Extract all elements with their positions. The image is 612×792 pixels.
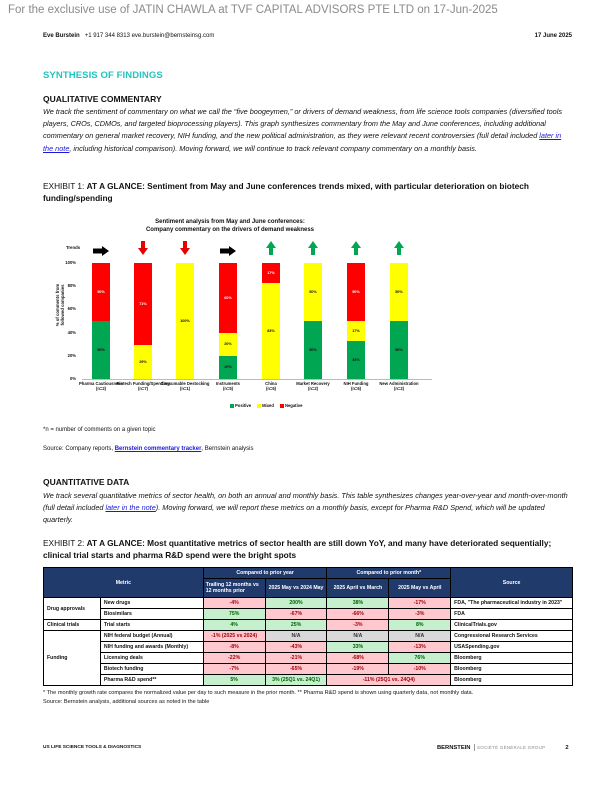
page-number: 2: [565, 744, 569, 751]
ttm-value: 75%: [203, 609, 265, 620]
table-row: [44, 675, 573, 686]
legend-mixed: Mixed: [257, 403, 274, 408]
metric-name: Pharma R&D spend**: [100, 675, 203, 686]
bar-segment-mixed: 17%: [347, 321, 365, 341]
trend-down-arrow-icon: [180, 241, 190, 260]
metric-name: NIH funding and awards (Monthly): [100, 642, 203, 653]
author-name: Eve Burstein: [43, 33, 80, 39]
category-label: Market Recovery (n=2): [296, 381, 330, 392]
header-metric: Metric: [44, 568, 204, 598]
sg-group-label: SOCIÉTÉ GÉNÉRALE GROUP: [477, 745, 546, 750]
category-label: China (n=6): [265, 381, 277, 392]
bar-segment-negative: 71%: [134, 263, 152, 345]
may-yoy-value: -65%: [265, 664, 327, 675]
ttm-value: -8%: [203, 642, 265, 653]
y-tick-label: 0%: [69, 376, 76, 381]
bar-segment-negative: 60%: [219, 263, 237, 333]
trend-flat-arrow-icon: [93, 243, 109, 261]
source-value: USASpending.gov: [451, 642, 573, 653]
metrics-table: [43, 567, 573, 686]
footer-brand: [437, 744, 569, 751]
bar-segment-mixed: 20%: [219, 333, 237, 356]
header-source: Source: [451, 568, 573, 598]
group-clinical-trials: Clinical trials: [44, 620, 101, 631]
bar-segment-mixed: 100%: [176, 263, 194, 379]
may-yoy-value: -67%: [265, 609, 327, 620]
metric-name: Biotech funding: [100, 664, 203, 675]
apr-mar-value: 33%: [327, 642, 389, 653]
quantitative-paragraph: We track several quantitative metrics of sector health, on both an annual and monthly basis. This table synthesizes changes year-over-year and month-over-month (full detail included later in the note). Moving forward, we will report these metrics on a monthly basis, except for Pharma R&D Spend, which will be updated quarterly.: [43, 491, 568, 525]
chart-legend: [230, 403, 302, 408]
metric-name: New drugs: [100, 598, 203, 609]
report-date: 17 June 2025: [534, 33, 572, 39]
y-tick-label: 20%: [67, 352, 76, 358]
header-ttm: Trailing 12 months vs 12 months prior: [203, 579, 265, 598]
y-tick-label: 40%: [67, 329, 76, 335]
source-value: FDA, "The pharmaceutical industry in 2023": [451, 598, 573, 609]
metric-name: Trial starts: [100, 620, 203, 631]
source-value: Bloomberg: [451, 664, 573, 675]
may-yoy-value: 25%: [265, 620, 327, 631]
may-apr-value: -13%: [389, 642, 451, 653]
may-apr-value: N/A: [389, 631, 451, 642]
commentary-tracker-link[interactable]: Bernstein commentary tracker: [114, 446, 202, 452]
metric-name: NIH federal budget (Annual): [100, 631, 203, 642]
source-value: FDA: [451, 609, 573, 620]
may-yoy-value: -43%: [265, 642, 327, 653]
ttm-value: -4%: [203, 598, 265, 609]
source-value: Congressional Research Services: [451, 631, 573, 642]
trends-label: Trends: [66, 245, 81, 250]
bar-segment-mixed: 50%: [390, 263, 408, 321]
trend-up-arrow-icon: [308, 241, 318, 260]
source-value: Bloomberg: [451, 653, 573, 664]
category-label: New Administration (n=2): [379, 381, 419, 392]
group-drug-approvals: Drug approvals: [44, 598, 101, 620]
y-tick-label: 80%: [67, 283, 76, 289]
may-yoy-value: 3% (25Q1 vs. 24Q1): [265, 675, 327, 686]
y-tick-label: 60%: [67, 306, 76, 312]
header-apr-mar: 2025 April vs March: [327, 579, 389, 598]
bar-segment-positive: 33%: [347, 341, 365, 379]
apr-mar-value: -19%: [327, 664, 389, 675]
category-label: Biotech Funding/Spending (n=7): [116, 381, 170, 392]
trend-up-arrow-icon: [266, 241, 276, 260]
exhibit1-source: Source: Company reports, Bernstein commentary tracker, Bernstein analysis: [43, 446, 254, 452]
qualitative-title: QUALITATIVE COMMENTARY: [43, 94, 162, 104]
may-apr-value: 76%: [389, 653, 451, 664]
apr-mar-value: N/A: [327, 631, 389, 642]
chart-title: Sentiment analysis from May and June conferences: Company commentary on the drivers of demand weakness: [145, 219, 315, 233]
bar-segment-positive: 20%: [219, 356, 237, 379]
may-apr-value: 8%: [389, 620, 451, 631]
may-yoy-value: N/A: [265, 631, 327, 642]
section-title: SYNTHESIS OF FINDINGS: [43, 70, 163, 81]
apr-mar-value: -68%: [327, 653, 389, 664]
table-row: [44, 598, 573, 609]
header-prior-month: Compared to prior month*: [327, 568, 451, 579]
table-row: [44, 609, 573, 620]
header-may-apr: 2025 May vs April: [389, 579, 451, 598]
bar-segment-positive: 50%: [390, 321, 408, 379]
trend-up-arrow-icon: [394, 241, 404, 260]
apr-mar-value: -66%: [327, 609, 389, 620]
metric-name: Biosimilars: [100, 609, 203, 620]
quantitative-title: QUANTITATIVE DATA: [43, 477, 130, 487]
may-apr-value: -3%: [389, 609, 451, 620]
bar-segment-negative: 50%: [347, 263, 365, 321]
bar-segment-mixed: 50%: [304, 263, 322, 321]
table-row: [44, 631, 573, 642]
apr-mar-value: -3%: [327, 620, 389, 631]
ttm-value: -22%: [203, 653, 265, 664]
metric-name: Licensing deals: [100, 653, 203, 664]
ttm-value: 5%: [203, 675, 265, 686]
bar-segment-negative: 17%: [262, 263, 280, 283]
trend-flat-arrow-icon: [220, 243, 236, 261]
table-row: [44, 653, 573, 664]
group-funding: Funding: [44, 631, 101, 686]
bar-segment-mixed: 83%: [262, 283, 280, 379]
category-label: NIH Funding (n=6): [343, 381, 369, 392]
exhibit1-caption: EXHIBIT 1: AT A GLANCE: Sentiment from May and June conferences trends mixed, with particular deterioration on biotech funding/spending: [43, 181, 529, 203]
may-yoy-value: 200%: [265, 598, 327, 609]
trend-down-arrow-icon: [138, 241, 148, 260]
bar-segment-positive: 50%: [304, 321, 322, 379]
bernstein-logo: BERNSTEIN: [437, 744, 471, 751]
bar-segment-positive: 50%: [92, 321, 110, 379]
table-row: [44, 620, 573, 631]
ttm-value: -1% (2025 vs 2024): [203, 631, 265, 642]
y-tick-label: 100%: [65, 260, 76, 265]
footer-sector: US LIFE SCIENCE TOOLS & DIAGNOSTICS: [43, 745, 142, 750]
apr-mar-value: 38%: [327, 598, 389, 609]
category-label: Pharma Cautiousness (n=2): [79, 381, 123, 392]
later-in-note-link[interactable]: later in the note: [43, 131, 562, 153]
category-label: Instruments (n=5): [216, 381, 240, 392]
author-line: [43, 33, 214, 39]
exhibit2-caption: EXHIBIT 2: AT A GLANCE: Most quantitative metrics of sector health are still down YoY, and many have deteriorated sequentially; clinical trial starts and pharma R&D spend were the bright spots: [43, 538, 552, 560]
category-label: Consumable Destocking (n=1): [160, 381, 210, 392]
bar-segment-negative: 50%: [92, 263, 110, 321]
later-in-note-link-2[interactable]: later in the note: [105, 503, 156, 513]
may-apr-value: -17%: [389, 598, 451, 609]
watermark: For the exclusive use of JATIN CHAWLA at TVF CAPITAL ADVISORS PTE LTD on 17-Jun-2025: [8, 4, 498, 16]
n-definition: *n = number of comments on a given topic: [43, 427, 156, 433]
may-apr-value: -10%: [389, 664, 451, 675]
table-footnote: * The monthly growth rate compares the normalized value per day to such measure in the prior month. ** Pharma R&D spend is shown using quarterly data, not monthly data. Source: Bernstein analysis, additional sources as noted in the table: [43, 690, 474, 705]
monthly-merged-value: -11% (25Q1 vs. 24Q4): [327, 675, 451, 686]
source-value: Bloomberg: [451, 675, 573, 686]
author-contact: +1 917 344 8313 eve.burstein@bernsteinsg.com: [84, 33, 215, 39]
y-axis-title: % of comments from followed companies: [55, 283, 65, 327]
header-prior-year: Compared to prior year: [203, 568, 327, 579]
legend-negative: Negative: [280, 403, 302, 408]
legend-positive: Positive: [230, 403, 251, 408]
qualitative-paragraph: We track the sentiment of commentary on what we call the “five boogeymen,” or drivers of demand weakness, from life science tools companies (diversified tools players, CROs, CDMOs, and targeted bioprocessing players). This graph synthesizes commentary from the May and June conferences, including additional commentary on general market recovery, NIH funding, and the new political administration, as they were relevant recent controversies (full detail included later in the note, including historical comparison). Moving forward, we will continue to track relevant company commentary on a monthly basis.: [43, 107, 562, 153]
ttm-value: -7%: [203, 664, 265, 675]
trend-up-arrow-icon: [351, 241, 361, 260]
ttm-value: 4%: [203, 620, 265, 631]
bar-segment-mixed: 29%: [134, 345, 152, 379]
x-axis-line: [82, 379, 432, 380]
may-yoy-value: -21%: [265, 653, 327, 664]
table-row: [44, 664, 573, 675]
table-row: [44, 642, 573, 653]
source-value: ClinicalTrials.gov: [451, 620, 573, 631]
header-may-yoy: 2025 May vs 2024 May: [265, 579, 327, 598]
